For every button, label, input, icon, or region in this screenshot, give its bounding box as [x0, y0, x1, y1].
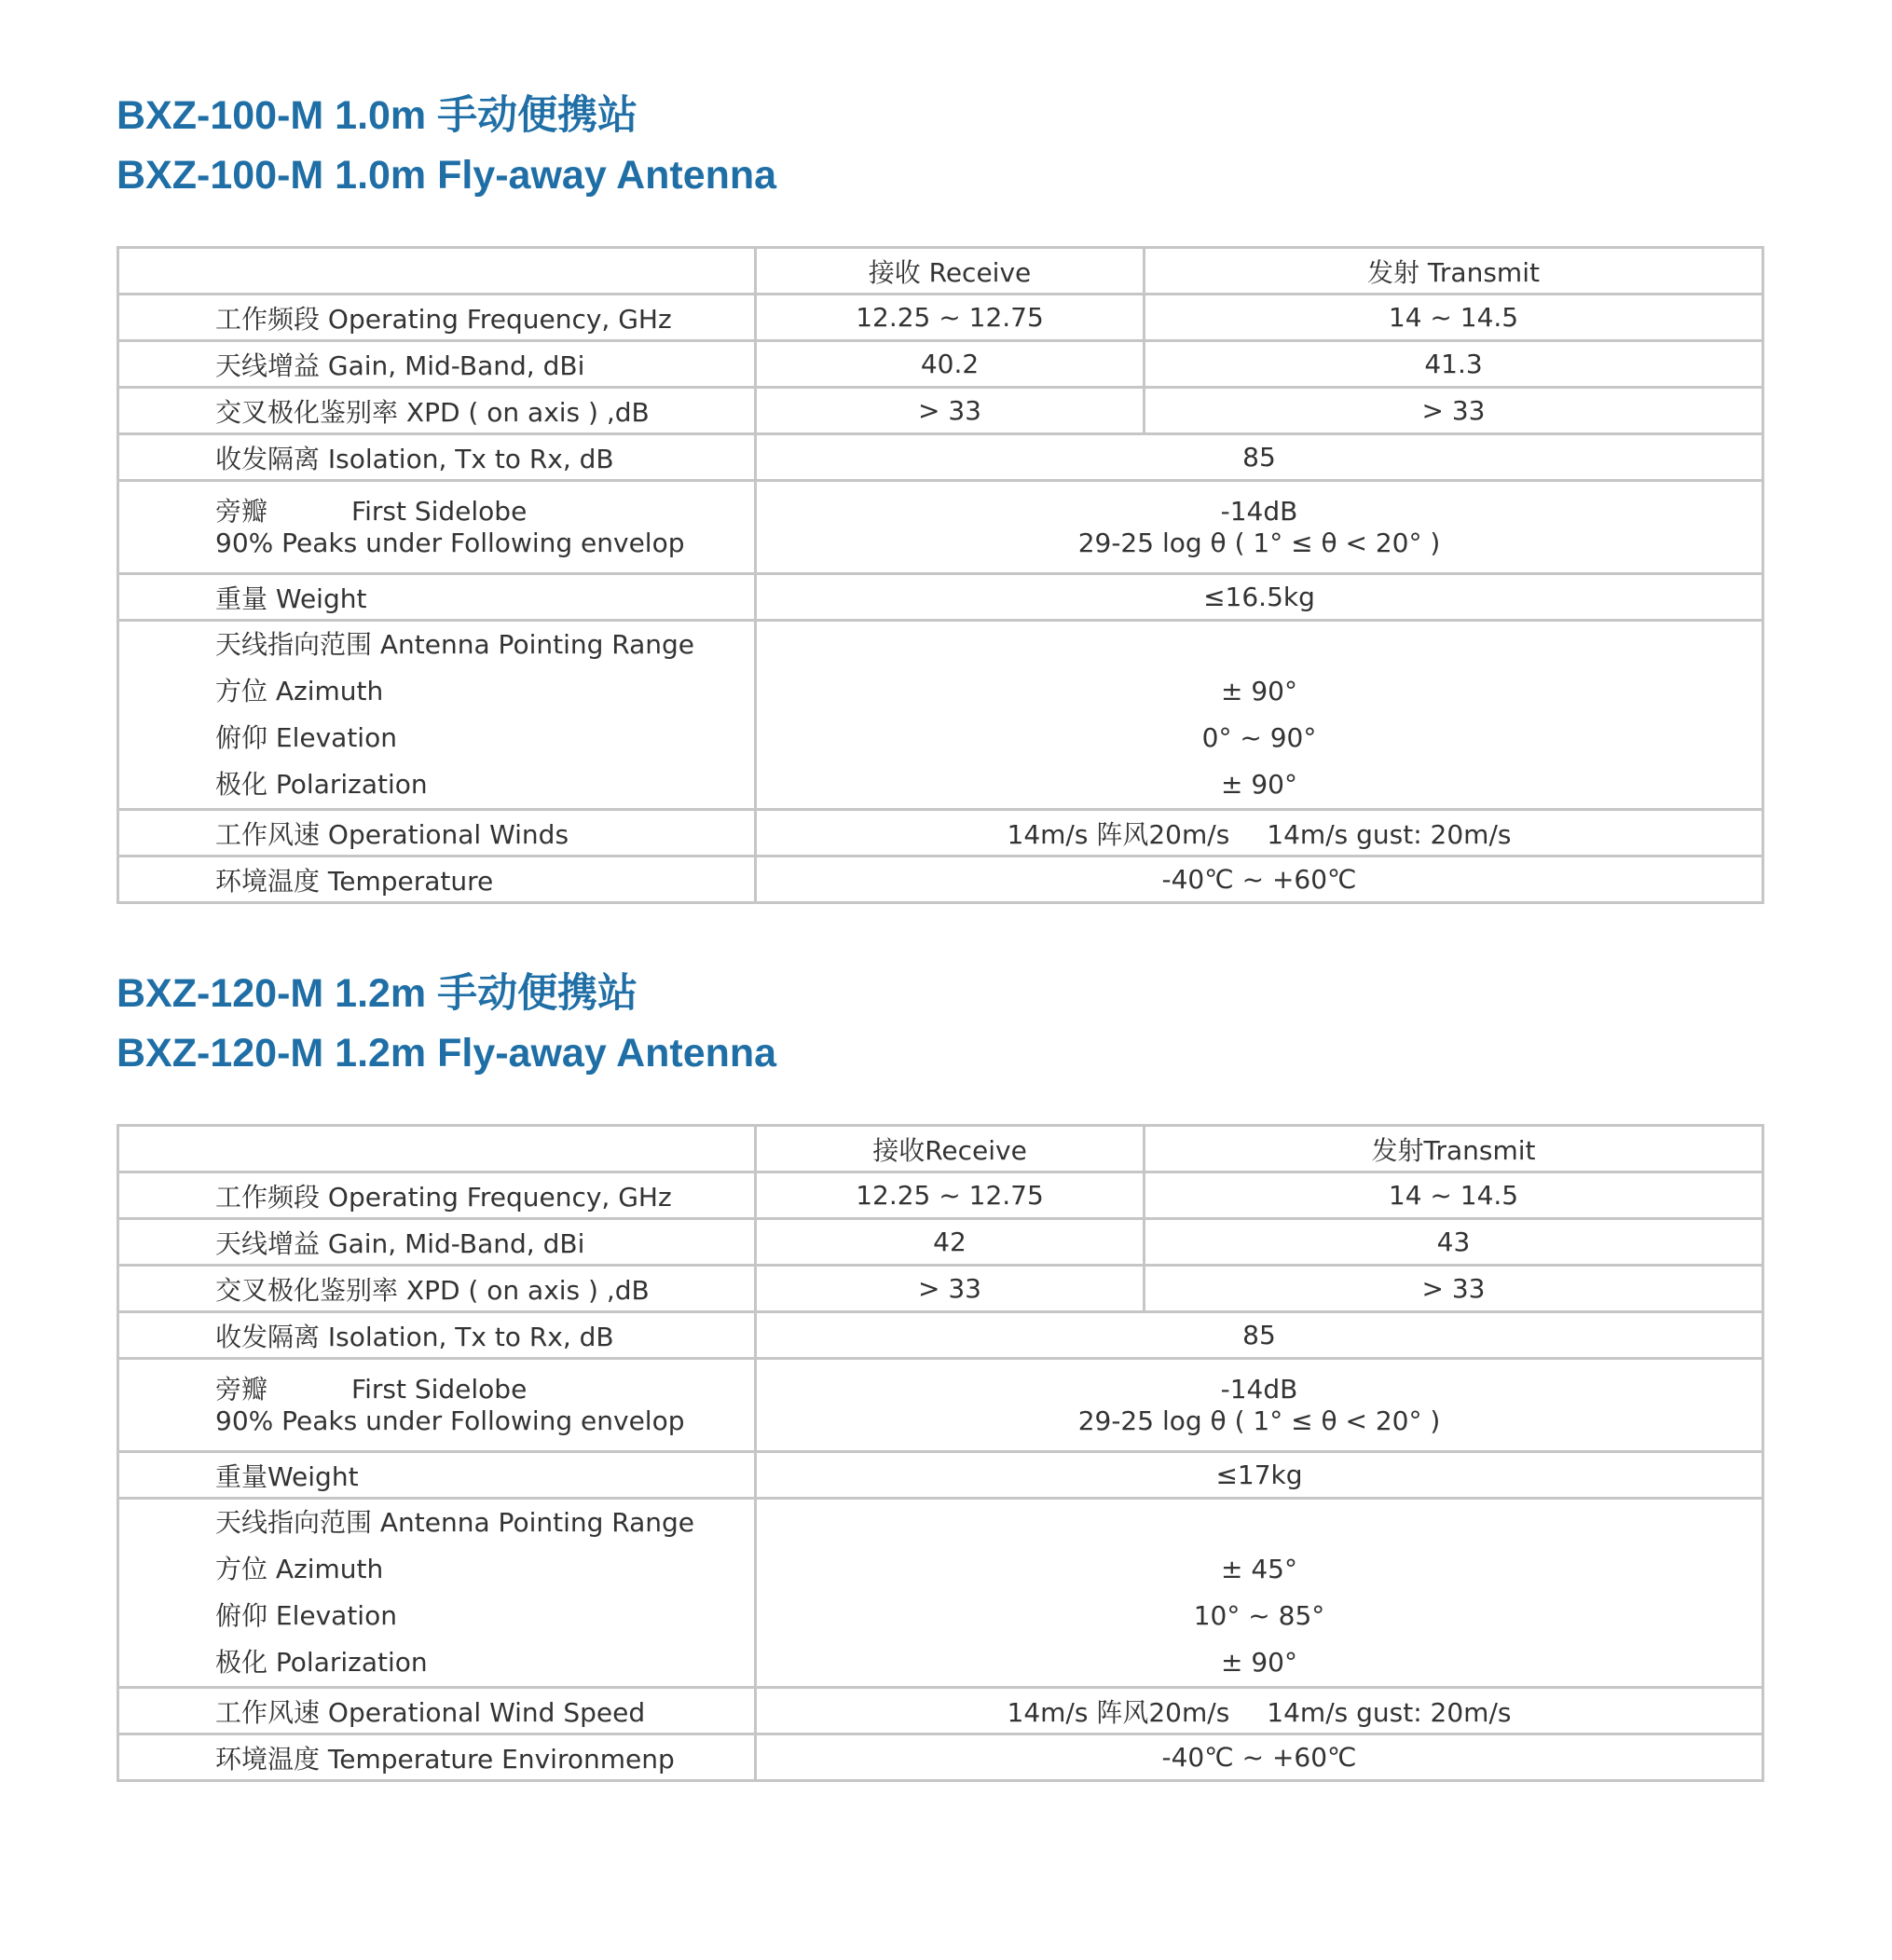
azimuth-label: 方位 Azimuth	[215, 676, 384, 706]
row-label-gain: 天线增益 Gain, Mid-Band, dBi	[118, 1219, 756, 1266]
weight-value: ≤17kg	[756, 1452, 1763, 1499]
azimuth-label: 方位 Azimuth	[215, 1554, 384, 1584]
table-row	[118, 857, 1763, 903]
table-row	[118, 1499, 1763, 1688]
row-label-xpd: 交叉极化鉴别率 XPD ( on axis ) ,dB	[118, 388, 756, 434]
winds-value-en: 14m/s gust: 20m/s	[1267, 1696, 1512, 1728]
winds-value-cn: 14m/s 阵风20m/s	[1007, 818, 1230, 850]
pointing-values	[756, 1499, 1763, 1688]
row-label-weight: 重量Weight	[118, 1452, 756, 1499]
table-row	[118, 1266, 1763, 1312]
sidelobe-label-en: First Sidelobe	[351, 495, 528, 527]
row-label-frequency: 工作频段 Operating Frequency, GHz	[118, 1172, 756, 1219]
sidelobe-value-2: 29-25 log θ ( 1° ≤ θ < 20° )	[1077, 1405, 1441, 1436]
azimuth-value: ± 90°	[1221, 676, 1297, 706]
elevation-label: 俯仰 Elevation	[215, 1600, 397, 1631]
table-row	[118, 434, 1763, 481]
section-title-en: BXZ-100-M 1.0m Fly-away Antenna	[117, 153, 777, 198]
table-row	[118, 341, 1763, 388]
winds-value	[756, 1688, 1763, 1734]
spec-section-2	[117, 964, 1762, 1782]
header-empty-cell	[118, 248, 756, 295]
sidelobe-label-line2: 90% Peaks under Following envelop	[215, 527, 685, 558]
table-row	[118, 1219, 1763, 1266]
frequency-receive: 12.25 ~ 12.75	[756, 295, 1145, 341]
sidelobe-value-1: -14dB	[1220, 1373, 1298, 1405]
row-label-xpd: 交叉极化鉴别率 XPD ( on axis ) ,dB	[118, 1266, 756, 1312]
header-receive: 接收Receive	[756, 1126, 1145, 1172]
row-label-pointing	[118, 1499, 756, 1688]
frequency-receive: 12.25 ~ 12.75	[756, 1172, 1145, 1219]
sidelobe-label-cn: 旁瓣	[215, 495, 268, 527]
header-transmit: 发射 Transmit	[1145, 248, 1763, 295]
sidelobe-value	[756, 481, 1763, 574]
polarization-label: 极化 Polarization	[215, 769, 428, 800]
table-row	[118, 481, 1763, 574]
section-title-en: BXZ-120-M 1.2m Fly-away Antenna	[117, 1031, 777, 1076]
azimuth-value: ± 45°	[1221, 1554, 1297, 1584]
gain-transmit: 41.3	[1145, 341, 1763, 388]
row-label-winds: 工作风速 Operational Wind Speed	[118, 1688, 756, 1734]
row-label-isolation: 收发隔离 Isolation, Tx to Rx, dB	[118, 1312, 756, 1359]
sidelobe-label-cn: 旁瓣	[215, 1373, 268, 1405]
elevation-value: 10° ~ 85°	[1193, 1600, 1325, 1631]
row-label-isolation: 收发隔离 Isolation, Tx to Rx, dB	[118, 434, 756, 481]
isolation-value: 85	[756, 434, 1763, 481]
frequency-transmit: 14 ~ 14.5	[1145, 1172, 1763, 1219]
elevation-label: 俯仰 Elevation	[215, 722, 397, 753]
sidelobe-value-2: 29-25 log θ ( 1° ≤ θ < 20° )	[1077, 527, 1441, 558]
winds-value-en: 14m/s gust: 20m/s	[1267, 818, 1512, 850]
table-row	[118, 574, 1763, 621]
header-receive: 接收 Receive	[756, 248, 1145, 295]
gain-transmit: 43	[1145, 1219, 1763, 1266]
polarization-label: 极化 Polarization	[215, 1647, 428, 1678]
row-label-winds: 工作风速 Operational Winds	[118, 810, 756, 857]
sidelobe-label-en: First Sidelobe	[351, 1373, 528, 1405]
spec-table	[117, 246, 1764, 904]
row-label-gain: 天线增益 Gain, Mid-Band, dBi	[118, 341, 756, 388]
xpd-receive: > 33	[756, 388, 1145, 434]
row-label-temperature: 环境温度 Temperature Environmenp	[118, 1734, 756, 1781]
row-label-pointing	[118, 621, 756, 810]
header-empty-cell	[118, 1126, 756, 1172]
sidelobe-value-1: -14dB	[1220, 495, 1298, 527]
sidelobe-value	[756, 1359, 1763, 1452]
table-row	[118, 1688, 1763, 1734]
section-title-cn: BXZ-100-M 1.0m 手动便携站	[117, 93, 638, 138]
pointing-values	[756, 621, 1763, 810]
row-label-weight: 重量 Weight	[118, 574, 756, 621]
xpd-transmit: > 33	[1145, 1266, 1763, 1312]
winds-value-cn: 14m/s 阵风20m/s	[1007, 1696, 1230, 1728]
xpd-receive: > 33	[756, 1266, 1145, 1312]
table-row	[118, 810, 1763, 857]
spec-section-1	[117, 86, 1762, 904]
table-row	[118, 1359, 1763, 1452]
row-label-sidelobe	[118, 481, 756, 574]
temperature-value: -40℃ ~ +60℃	[756, 1734, 1763, 1781]
temperature-value: -40℃ ~ +60℃	[756, 857, 1763, 903]
weight-value: ≤16.5kg	[756, 574, 1763, 621]
elevation-value: 0° ~ 90°	[1201, 722, 1317, 753]
gain-receive: 42	[756, 1219, 1145, 1266]
table-row	[118, 621, 1763, 810]
table-row	[118, 295, 1763, 341]
pointing-label: 天线指向范围 Antenna Pointing Range	[215, 629, 695, 660]
table-row	[118, 1734, 1763, 1781]
row-label-sidelobe	[118, 1359, 756, 1452]
row-label-frequency: 工作频段 Operating Frequency, GHz	[118, 295, 756, 341]
polarization-value: ± 90°	[1221, 769, 1297, 800]
winds-value	[756, 810, 1763, 857]
table-row	[118, 1312, 1763, 1359]
gain-receive: 40.2	[756, 341, 1145, 388]
table-row	[118, 1452, 1763, 1499]
spec-table	[117, 1124, 1764, 1782]
frequency-transmit: 14 ~ 14.5	[1145, 295, 1763, 341]
table-header-row	[118, 248, 1763, 295]
sidelobe-label-line2: 90% Peaks under Following envelop	[215, 1405, 685, 1436]
header-transmit: 发射Transmit	[1145, 1126, 1763, 1172]
isolation-value: 85	[756, 1312, 1763, 1359]
polarization-value: ± 90°	[1221, 1647, 1297, 1678]
table-row	[118, 1172, 1763, 1219]
row-label-temperature: 环境温度 Temperature	[118, 857, 756, 903]
table-header-row	[118, 1126, 1763, 1172]
section-title-cn: BXZ-120-M 1.2m 手动便携站	[117, 971, 638, 1016]
pointing-label: 天线指向范围 Antenna Pointing Range	[215, 1507, 695, 1538]
table-row	[118, 388, 1763, 434]
xpd-transmit: > 33	[1145, 388, 1763, 434]
